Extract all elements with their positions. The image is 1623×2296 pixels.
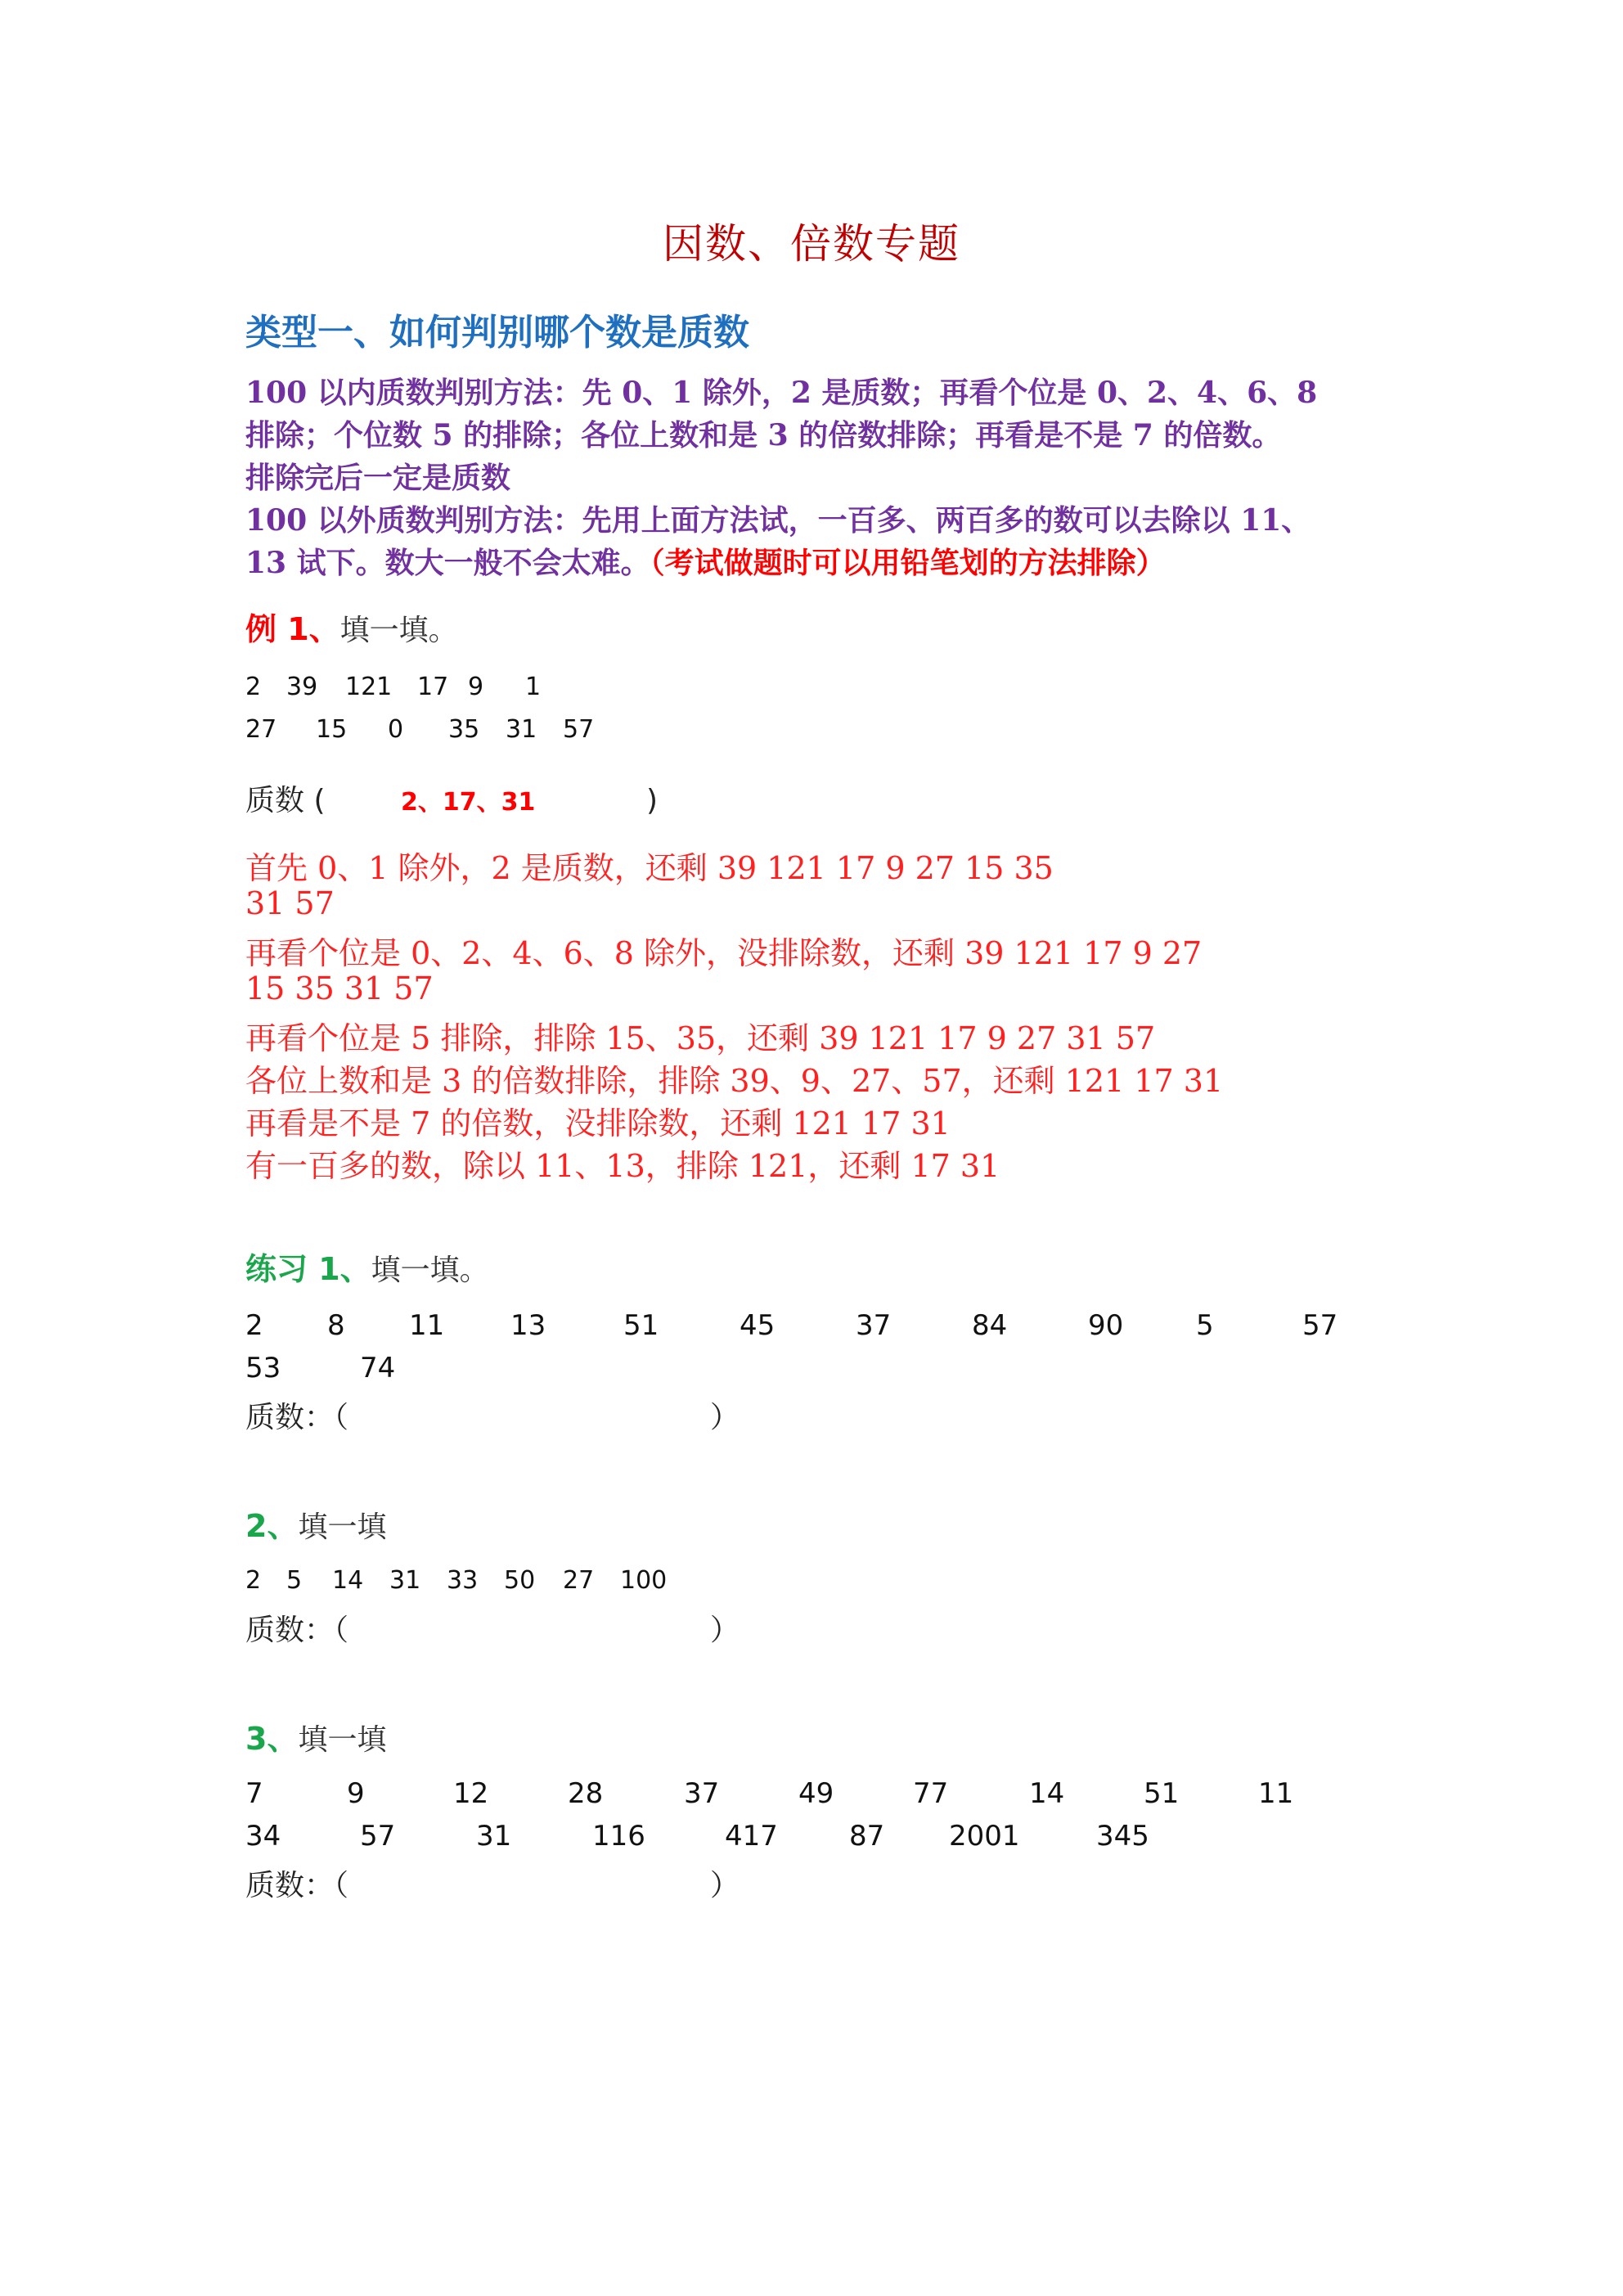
number: 33 [447,1566,479,1595]
number: 8 [327,1309,345,1342]
practice2-answer [245,1607,740,1649]
answer-label[interactable]: 质数：（ [245,1401,349,1434]
number: 37 [856,1309,892,1342]
answer-label[interactable]: 质数：（ [245,1614,349,1647]
example1-answer [245,777,658,819]
answer-label[interactable]: 质数：（ [245,1869,349,1902]
practice3-numbers-row2 [245,1820,1149,1853]
example-label: 例 1、 [245,611,340,647]
number: 90 [1088,1309,1124,1342]
practice1-numbers-row1 [245,1309,1338,1342]
number: 1 [525,673,542,701]
number: 45 [740,1309,776,1342]
answer-label: 质数 ( [245,784,326,817]
example1-heading [245,604,458,649]
practice3-answer [245,1862,740,1904]
number: 27 [245,715,277,744]
example-prompt: 填一填。 [339,614,458,647]
number: 51 [623,1309,659,1342]
practice-label: 2、 [245,1508,299,1544]
practice-label: 练习 1、 [245,1251,371,1287]
practice3-numbers-row1 [245,1777,1293,1810]
practice2-heading [245,1501,386,1546]
number: 11 [409,1309,445,1342]
number: 11 [1258,1777,1294,1810]
number: 51 [1144,1777,1180,1810]
number: 5 [1196,1309,1214,1342]
explanation-line: 再看是不是 7 的倍数，没排除数，还剩 121 17 31 [245,1105,951,1141]
number: 49 [798,1777,834,1810]
number: 9 [347,1777,365,1810]
answer-close: ） [710,1614,740,1647]
explanation-line: 各位上数和是 3 的倍数排除，排除 39、9、27、57，还剩 121 17 31 [245,1063,1224,1099]
explanation-line: 再看个位是 0、2、4、6、8 除外，没排除数，还剩 39 121 17 9 27 [245,935,1203,971]
practice-prompt: 填一填 [298,1510,387,1544]
number: 100 [620,1566,668,1595]
practice1-heading [245,1244,489,1289]
number: 57 [1302,1309,1338,1342]
number: 31 [389,1566,421,1595]
number: 2 [245,1309,263,1342]
number: 17 [417,673,449,701]
number: 31 [506,715,537,744]
number: 121 [345,673,393,701]
number: 0 [388,715,404,744]
answer-value: 2、17、31 [401,788,536,817]
number: 13 [510,1309,546,1342]
number: 74 [360,1352,396,1384]
number: 77 [913,1777,949,1810]
number: 2001 [949,1820,1020,1853]
number: 14 [1029,1777,1065,1810]
number: 39 [286,673,318,701]
number: 87 [849,1820,885,1853]
number: 7 [245,1777,263,1810]
number: 53 [245,1352,281,1384]
number: 31 [476,1820,512,1853]
number: 34 [245,1820,281,1853]
number: 15 [316,715,348,744]
method-line-2 [245,540,1166,582]
number: 116 [592,1820,645,1853]
method-line: 排除；个位数 5 的排除；各位上数和是 3 的倍数排除；再看是不是 7 的倍数。 [245,418,1282,452]
explanation-line: 15 35 31 57 [245,970,434,1006]
number: 417 [725,1820,778,1853]
example1-numbers-row1 [245,673,541,701]
method-text: 13 试下。数大一般不会太难。 [245,546,650,580]
page-title: 因数、倍数专题 [663,220,960,268]
number: 37 [684,1777,720,1810]
practice-prompt: 填一填 [298,1723,387,1757]
exam-note: （考试做题时可以用铅笔划的方法排除） [650,546,1166,580]
number: 9 [468,673,484,701]
practice1-answer [245,1394,740,1436]
number: 57 [563,715,595,744]
number: 12 [453,1777,489,1810]
practice-label: 3、 [245,1721,299,1757]
number: 27 [563,1566,595,1595]
number: 2 [245,673,262,701]
example1-numbers-row2 [245,715,594,744]
method-line: 100 以内质数判别方法：先 0、1 除外，2 是质数；再看个位是 0、2、4、6、8 [245,376,1318,410]
practice-prompt: 填一填。 [371,1254,489,1287]
number: 84 [972,1309,1008,1342]
answer-close: ） [710,1401,740,1434]
number: 345 [1096,1820,1149,1853]
explanation-line: 首先 0、1 除外，2 是质数，还剩 39 121 17 9 27 15 35 [245,850,1054,886]
section-heading: 类型一、如何判别哪个数是质数 [245,312,749,353]
method-line: 排除完后一定是质数 [245,461,511,495]
practice2-numbers [245,1566,667,1595]
practice3-heading [245,1713,386,1758]
number: 57 [360,1820,396,1853]
answer-close: ） [710,1869,740,1902]
method-line: 100 以外质数判别方法：先用上面方法试，一百多、两百多的数可以去除以 11、 [245,503,1311,538]
number: 50 [504,1566,536,1595]
practice1-numbers-row2 [245,1352,395,1384]
number: 14 [332,1566,364,1595]
number: 28 [568,1777,604,1810]
number: 5 [286,1566,303,1595]
explanation-line: 再看个位是 5 排除，排除 15、35，还剩 39 121 17 9 27 31 57 [245,1020,1156,1056]
number: 35 [448,715,480,744]
explanation-line: 31 57 [245,885,335,921]
number: 2 [245,1566,262,1595]
explanation-line: 有一百多的数，除以 11、13，排除 121，还剩 17 31 [245,1148,1000,1184]
answer-close: ) [646,784,659,817]
